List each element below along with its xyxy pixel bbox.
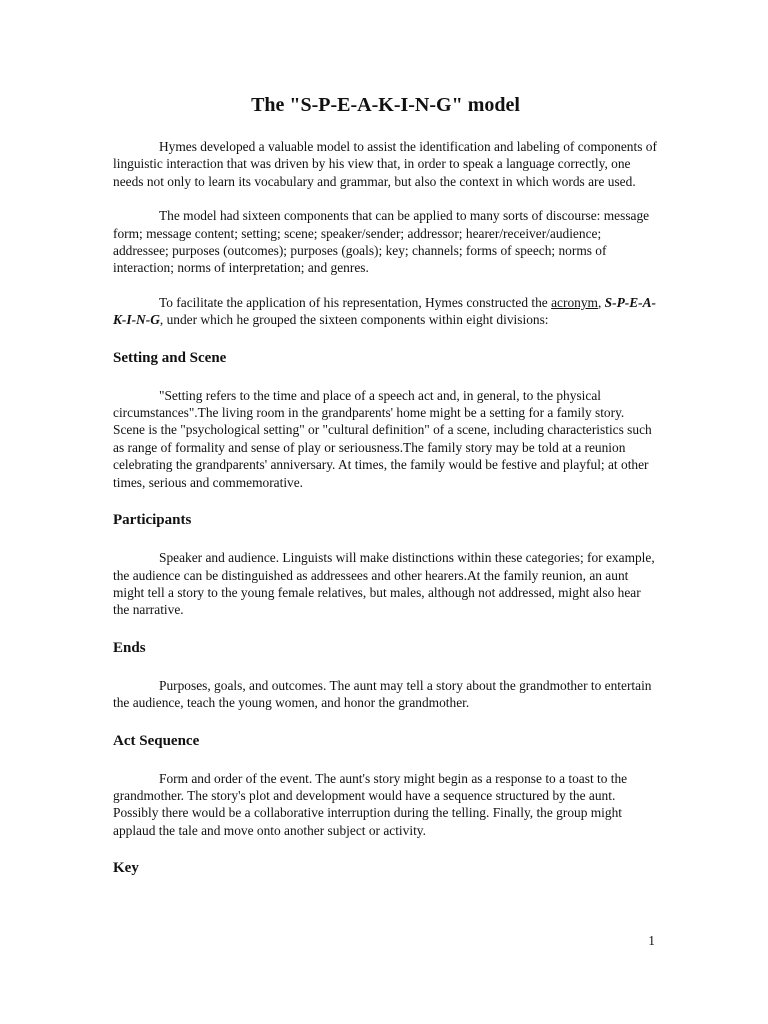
ends-paragraph: Purposes, goals, and outcomes. The aunt may tell a story about the grandmother to entertain the audience, teach the young women, and honor the grandmother. — [113, 677, 652, 711]
setting-and-scene-paragraph: "Setting refers to the time and place of a speech act and, in general, to the physical circumstances".The living room in the grandparents' home might be a setting for a family story. Scene is the "psychological setting" or "cultural definition" of a scene, including characteristics such as range of formality and sense of play or seriousness.The family story may be told at a reunion celebrating the grandparents' anniversary. At times, the family would be festive and playful; at other times, serious and commemorative. — [113, 387, 652, 490]
intro-paragraph: Hymes developed a valuable model to assist the identification and labeling of components of linguistic interaction that was driven by his view that, in order to speak a language correctly, one needs not only to learn its vocabulary and grammar, but also the context in which words are used. — [113, 139, 657, 189]
acronym-text-after: , under which he grouped the sixteen components within eight divisions: — [159, 312, 549, 328]
heading-act-sequence: Act Sequence — [113, 732, 200, 749]
acronym-speaking: S-P-E-A-K-I-N-G — [113, 294, 656, 328]
heading-participants: Participants — [113, 512, 192, 529]
acronym-paragraph — [113, 294, 658, 329]
heading-ends: Ends — [113, 639, 146, 656]
participants-paragraph: Speaker and audience. Linguists will make distinctions within these categories; for example, the audience can be distinguished as addressees and other hearers.At the family reunion, an aunt might tell a story to the young female relatives, but males, although not addressed, might also hear the narrative. — [113, 550, 655, 618]
act-sequence-paragraph: Form and order of the event. The aunt's story might begin as a response to a toast to the grandmother. The story's plot and development would have a sequence structured by the aunt. Possibly there would be a collaborative interruption during the telling. Finally, the group might applaud the tale and move onto another subject or activity. — [113, 770, 628, 838]
heading-setting-and-scene: Setting and Scene — [113, 349, 227, 366]
document-title: The "S-P-E-A-K-I-N-G" model — [251, 94, 520, 116]
acronym-link[interactable]: acronym — [551, 294, 598, 310]
components-paragraph: The model had sixteen components that can be applied to many sorts of discourse: message form; message content; setting; scene; speaker/sender; addressor; hearer/receiver/audience; addressee; purposes (outcomes); purposes (goals); key; channels; forms of speech; norms of interaction; norms of interpretation; and genres. — [113, 208, 650, 276]
acronym-comma: , — [597, 294, 605, 310]
document-page — [113, 92, 658, 897]
heading-key: Key — [113, 860, 139, 877]
acronym-text-before: To facilitate the application of his representation, Hymes constructed the — [159, 294, 552, 310]
page-number: 1 — [648, 933, 655, 948]
